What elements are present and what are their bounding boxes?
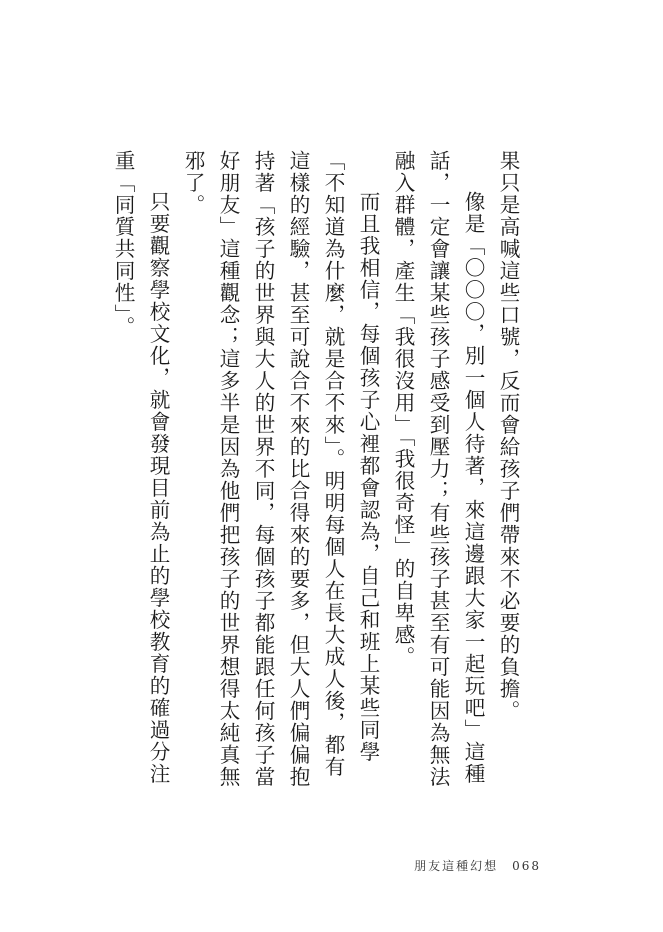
running-title: 朋友這種幻想 bbox=[414, 859, 499, 873]
page-footer bbox=[414, 857, 541, 874]
paragraph: 而且我相信，每個孩子心裡都會認為，自己和班上某些同學「不知道為什麼，就是合不來」。明明每個人在長大成人後，都有這樣的經驗，甚至可說合不來的比合得來的要多，但大人們偏偏抱持著「孩子的世界與大人的世界不同，每個孩子都能跟任何孩子當好朋友」這種觀念；這多半是因為他們把孩子的世界想得太純真無邪了。 bbox=[181, 150, 380, 788]
paragraph: 只要觀察學校文化，就會發現目前為止的學校教育的確過分注重「同質共同性」。 bbox=[111, 150, 170, 786]
vertical-body-text bbox=[105, 150, 525, 790]
paragraph: 像是「〇〇〇，別一個人待著，來這邊跟大家一起玩吧」這種話，一定會讓某些孩子感受到壓力；有些孩子甚至有可能因為無法融入群體，產生「我很沒用」「我很奇怪」的自卑感。 bbox=[391, 150, 485, 788]
page-number: 068 bbox=[512, 859, 541, 873]
paragraph-continuation: 果只是高喊這些口號，反而會給孩子們帶來不必要的負擔。 bbox=[496, 150, 520, 722]
